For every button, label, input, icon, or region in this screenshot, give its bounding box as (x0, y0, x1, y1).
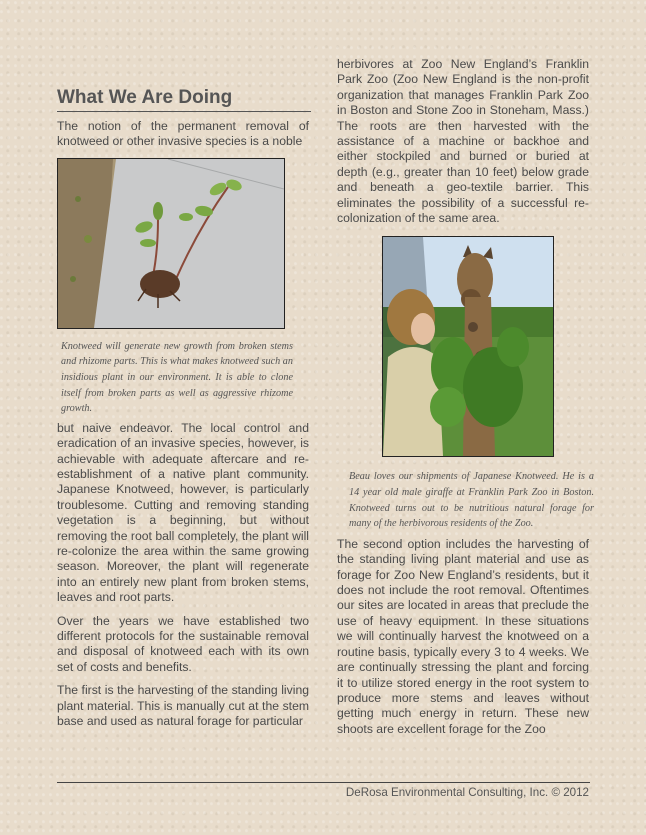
knotweed-caption: Knotweed will generate new growth from broken stems and rhizome parts. This is what makes knotweed such an insidious plant in our environment. It is able to clone itself from broken parts as well as aggressive rhizome growth. (61, 340, 293, 415)
giraffe-image (383, 237, 553, 456)
footer-divider (57, 782, 590, 783)
intro-paragraph: The notion of the permanent removal of knotweed or other invasive species is a noble (57, 119, 309, 149)
paragraph-first-option: The first is the harvesting of the standing living plant material. This is manually cut at the stem base and used as natural forage for particular (57, 683, 309, 729)
footer-copyright: DeRosa Environmental Consulting, Inc. © 2012 (345, 786, 589, 799)
paragraph-second-option: The second option includes the harvesting of the standing living plant material and use as forage for Zoo New England’s residents, but it does not include the root removal. Oftentimes our sites are located in areas that preclude the use of heavy equipment. In these situations we will continually harvest the knotweed on a routine basis, typically every 3 to 4 weeks. We are continually stressing the plant and forcing it to utilize stored energy in the root system to produce more stems and leaves without getting much energy in return. These new shoots are excellent forage for the Zoo (337, 536, 589, 736)
paragraph-naive-endeavor: but naive endeavor. The local control and eradication of an invasive species, however, is achievable with adequate aftercare and re-establishment of a native plant community. Japanese Knotweed, however, is particularly troublesome. Cutting and removing standing vegetation is a beginning, but without removing the root ball completely, the plant will re-colonize the area within the same growing season. Moreover, the plant will regenerate into an entirely new plant from broken stems, leaves and root parts. (57, 420, 309, 605)
paragraph-protocols: Over the years we have established two different protocols for the sustainable removal and disposal of knotweed each with its own set of costs and benefits. (57, 613, 309, 674)
section-heading: What We Are Doing (57, 87, 311, 112)
right-column (337, 57, 594, 745)
giraffe-caption: Beau loves our shipments of Japanese Knotweed. He is a 14 year old male giraffe at Franklin Park Zoo in Boston. Knotweed turns out to be nutritious natural forage for many of the herbivorous residents of the Zoo. (349, 471, 594, 530)
knotweed-image (58, 159, 284, 328)
giraffe-photo (382, 236, 554, 457)
knotweed-photo (57, 158, 285, 329)
paragraph-herbivores: herbivores at Zoo New England’s Franklin Park Zoo (Zoo New England is the non-profit organization that manages Franklin Park Zoo in Boston and Stone Zoo in Stoneham, Mass.) The roots are then harvested with the assistance of a machine or backhoe and either stockpiled and burned or buried at depth (e.g., greater than 10 feet) below grade and beneath a geo-textile barrier. This eliminates the possibility of a successful re-colonization of the same area. (337, 57, 589, 226)
left-column (57, 119, 309, 738)
